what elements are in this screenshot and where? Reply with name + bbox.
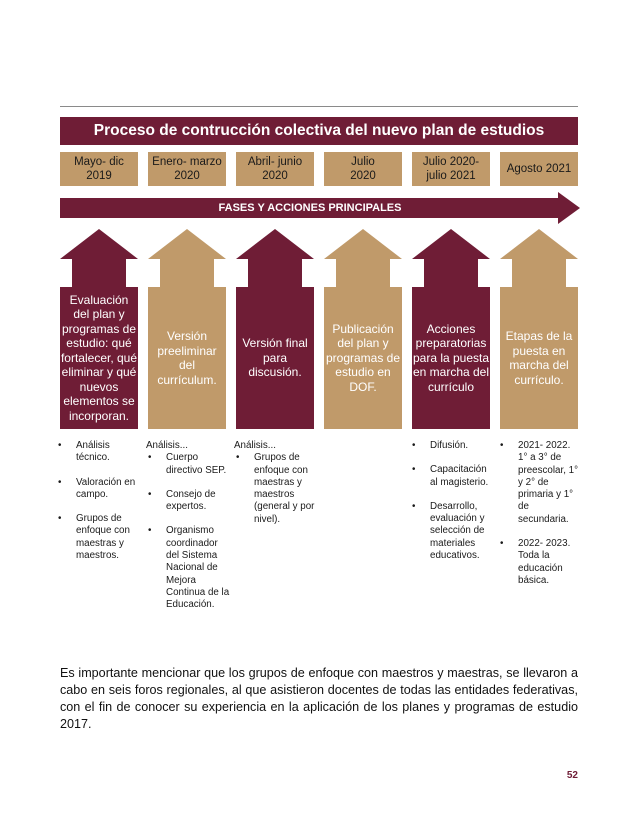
details-col-5 xyxy=(410,440,494,574)
phase-1-text: Evaluación del plan y programas de estudio: qué fortalecer, qué eliminar y qué nuevos elementos se incorporan. xyxy=(60,292,138,423)
phases-arrow xyxy=(60,192,580,224)
details-list-3 xyxy=(234,452,318,526)
list-item: • Análisis técnico. xyxy=(56,440,140,465)
phase-2-text: Versión preeliminar del currículum. xyxy=(157,329,217,387)
list-item: • Desarrollo, evaluación y selección de materiales educativos. xyxy=(410,501,494,562)
list-item: • Cuerpo directivo SEP. xyxy=(146,452,230,477)
details-col-2-head: Análisis... xyxy=(146,440,188,451)
phase-arrow-4 xyxy=(324,229,402,429)
list-item: • Consejo de expertos. xyxy=(146,489,230,514)
phase-arrow-1 xyxy=(60,229,138,429)
phase-6-text: Etapas de la puesta en marcha del currículo. xyxy=(505,329,573,387)
date-2 xyxy=(148,152,226,186)
phases-arrow-label: FASES Y ACCIONES PRINCIPALES xyxy=(218,202,402,214)
date-5-label: Julio 2020- julio 2021 xyxy=(422,156,480,182)
phase-arrow-2 xyxy=(148,229,226,429)
phase-5-text: Acciones preparatorias para la puesta en marcha del currículo xyxy=(412,321,490,394)
details-col-3 xyxy=(234,440,318,538)
details-col-3-head: Análisis... xyxy=(234,440,276,451)
list-item: • Capacitación al magisterio. xyxy=(410,464,494,489)
phase-arrow-3 xyxy=(236,229,314,429)
top-rule xyxy=(60,106,578,107)
details-col-6 xyxy=(498,440,582,599)
date-3 xyxy=(236,152,314,186)
details-list-2 xyxy=(146,452,230,611)
phase-arrow-6 xyxy=(500,229,578,429)
details-col-2 xyxy=(146,440,230,624)
list-item: • Valoración en campo. xyxy=(56,477,140,502)
phase-4-text: Publicación del plan y programas de estudio en DOF. xyxy=(325,321,401,394)
page-number: 52 xyxy=(566,770,578,781)
date-6 xyxy=(500,152,578,186)
list-item: • Difusión. xyxy=(410,440,494,452)
phase-arrow-5 xyxy=(412,229,490,429)
list-item: • Grupos de enfoque con maestras y maestros. xyxy=(56,513,140,562)
body-paragraph: Es importante mencionar que los grupos de enfoque con maestros y maestras, se llevaron a cabo en seis foros regionales, al que asistieron docentes de todas las entidades federativas, con el fin de conocer su experiencia en la aplicación de los planes y programas de estudio 2017. xyxy=(60,665,578,731)
details-list-6 xyxy=(498,440,582,587)
date-1-label: Mayo- dic 2019 xyxy=(74,156,124,182)
date-4 xyxy=(324,152,402,186)
diagram-title: Proceso de contrucción colectiva del nuevo plan de estudios xyxy=(60,117,578,145)
date-1 xyxy=(60,152,138,186)
list-item: • 2022- 2023. Toda la educación básica. xyxy=(498,538,582,587)
date-4-label: Julio 2020 xyxy=(350,156,376,182)
date-6-label: Agosto 2021 xyxy=(506,163,572,175)
details-list-5 xyxy=(410,440,494,562)
details-col-1 xyxy=(56,440,140,574)
details-list-1 xyxy=(56,440,140,562)
date-3-label: Abril- junio 2020 xyxy=(247,156,303,182)
list-item: • Organismo coordinador del Sistema Nacional de Mejora Continua de la Educación. xyxy=(146,525,230,611)
date-2-label: Enero- marzo 2020 xyxy=(152,156,222,182)
date-row xyxy=(60,152,578,186)
date-5 xyxy=(412,152,490,186)
list-item: • 2021- 2022. 1° a 3° de preescolar, 1° y 2° de primaria y 1° de secundaria. xyxy=(498,440,582,526)
list-item: • Grupos de enfoque con maestras y maestros (general y por nivel). xyxy=(234,452,318,526)
phase-3-text: Versión final para discusión. xyxy=(242,336,308,380)
